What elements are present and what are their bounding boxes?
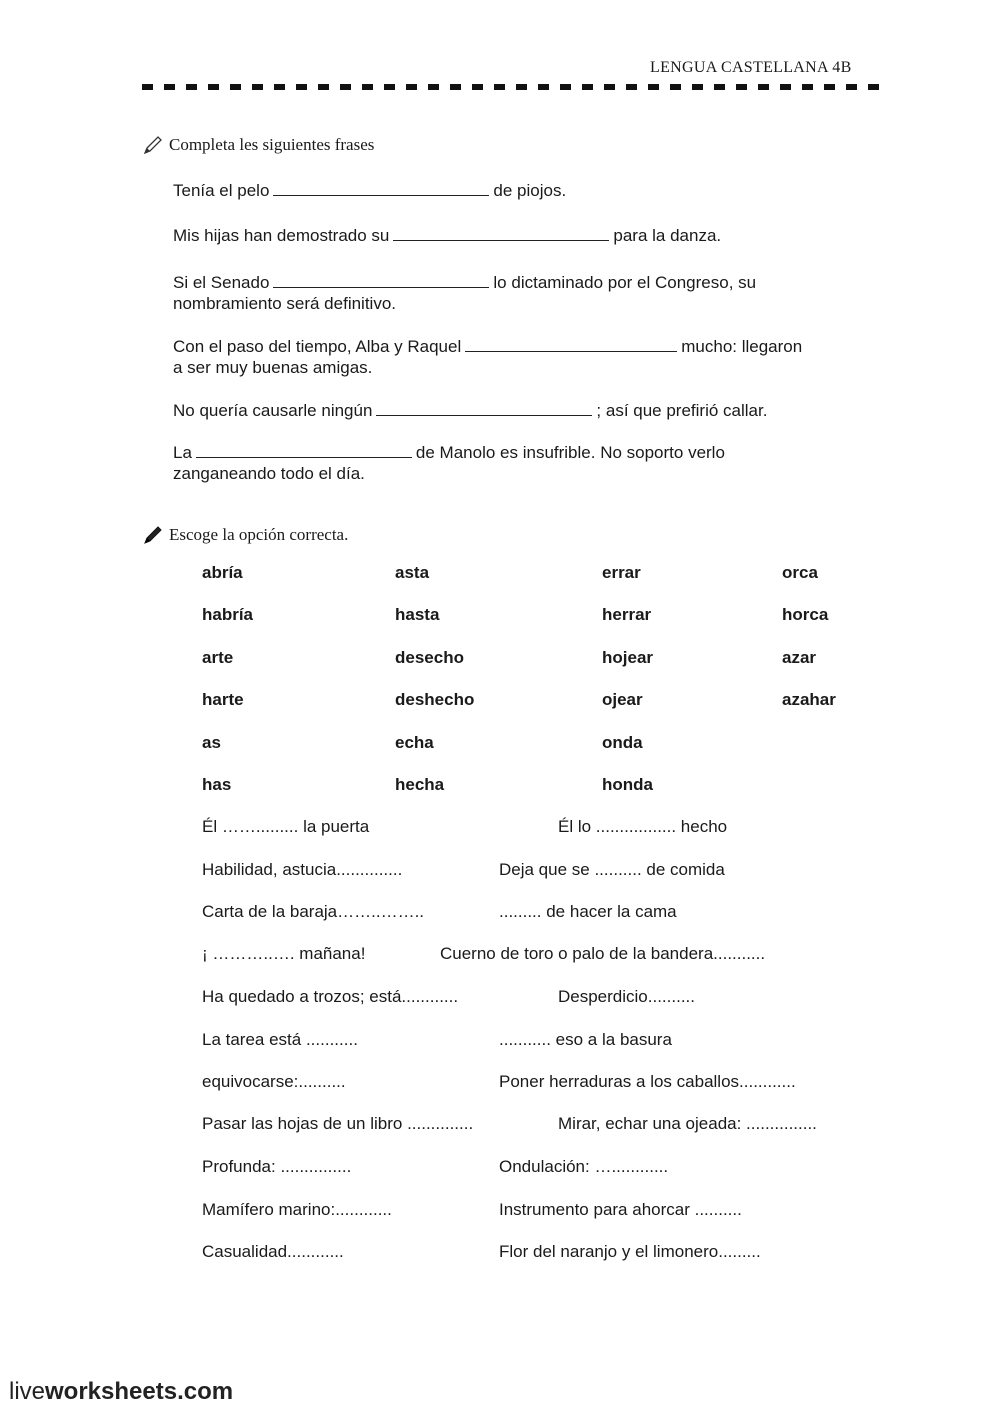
clue-item[interactable]: Ondulación: …............	[499, 1157, 669, 1176]
clue-item[interactable]: Habilidad, astucia..............	[202, 860, 403, 879]
word-option[interactable]: hasta	[395, 605, 440, 624]
clue-item[interactable]: Ha quedado a trozos; está............	[202, 987, 459, 1006]
blank-1[interactable]	[273, 180, 489, 196]
pencil-icon	[143, 525, 163, 545]
word-option[interactable]: horca	[782, 605, 829, 624]
word-option[interactable]: deshecho	[395, 690, 475, 709]
sentence-5: No quería causarle ningún ; así que prefirió callar.	[173, 401, 768, 420]
clue-item[interactable]: Él lo ................. hecho	[558, 817, 728, 836]
word-option[interactable]: honda	[602, 775, 653, 794]
word-option[interactable]: hecha	[395, 775, 445, 794]
section1-instruction: Completa les siguientes frases	[169, 135, 375, 154]
clue-item[interactable]: ¡ ………..…. mañana!	[202, 944, 366, 963]
section2-heading	[143, 525, 348, 545]
word-option[interactable]: hojear	[602, 648, 654, 667]
word-option[interactable]: as	[202, 733, 221, 752]
word-option[interactable]: onda	[602, 733, 643, 752]
word-option[interactable]: orca	[782, 563, 818, 582]
word-option[interactable]: harte	[202, 690, 244, 709]
word-option[interactable]: azahar	[782, 690, 836, 709]
section2-instruction: Escoge la opción correcta.	[169, 525, 349, 544]
clue-item[interactable]: Instrumento para ahorcar ..........	[499, 1200, 742, 1219]
liveworksheets-logo: liveworksheets.com	[9, 1378, 234, 1405]
word-option[interactable]: errar	[602, 563, 641, 582]
clue-item[interactable]: Desperdicio..........	[558, 987, 695, 1006]
clue-item[interactable]: ......... de hacer la cama	[499, 902, 677, 921]
blank-6[interactable]	[196, 442, 412, 458]
sentence-1: Tenía el pelo de piojos.	[173, 181, 567, 200]
dashed-divider	[142, 84, 880, 90]
clue-item[interactable]: Mamífero marino:............	[202, 1200, 392, 1219]
word-option[interactable]: arte	[202, 648, 234, 667]
blank-5[interactable]	[376, 400, 592, 416]
clue-item[interactable]: La tarea está ...........	[202, 1030, 358, 1049]
word-option[interactable]: has	[202, 775, 232, 794]
blank-2[interactable]	[393, 225, 609, 241]
clue-item[interactable]: Cuerno de toro o palo de la bandera...........	[440, 944, 766, 963]
word-option[interactable]: habría	[202, 605, 254, 624]
clue-item[interactable]: Pasar las hojas de un libro ..............	[202, 1114, 474, 1133]
blank-3[interactable]	[273, 272, 489, 288]
pencil-icon	[143, 135, 163, 155]
word-option[interactable]: azar	[782, 648, 817, 667]
clue-item[interactable]: Deja que se .......... de comida	[499, 860, 725, 879]
clue-item[interactable]: Carta de la baraja……..……..	[202, 902, 425, 921]
clue-item[interactable]: Poner herraduras a los caballos............	[499, 1072, 796, 1091]
sentence-6: La de Manolo es insufrible. No soporto verlo zanganeando todo el día.	[173, 443, 725, 483]
sentence-4: Con el paso del tiempo, Alba y Raquel mucho: llegaron a ser muy buenas amigas.	[173, 337, 803, 377]
word-option[interactable]: asta	[395, 563, 430, 582]
clue-item[interactable]: Flor del naranjo y el limonero.........	[499, 1242, 761, 1261]
clue-item[interactable]: Él ……......... la puerta	[202, 817, 370, 836]
sentence-2: Mis hijas han demostrado su para la danza.	[173, 226, 722, 245]
clue-item[interactable]: equivocarse:..........	[202, 1072, 346, 1091]
blank-4[interactable]	[465, 336, 677, 352]
clue-item[interactable]: Casualidad............	[202, 1242, 344, 1261]
clue-item[interactable]: Mirar, echar una ojeada: ...............	[558, 1114, 817, 1133]
word-option[interactable]: abría	[202, 563, 243, 582]
sentence-3: Si el Senado lo dictaminado por el Congreso, su nombramiento será definitivo.	[173, 273, 757, 313]
word-option[interactable]: herrar	[602, 605, 652, 624]
word-option[interactable]: desecho	[395, 648, 464, 667]
page-header-title: LENGUA CASTELLANA 4B	[650, 59, 852, 76]
word-option[interactable]: echa	[395, 733, 434, 752]
word-option[interactable]: ojear	[602, 690, 643, 709]
section1-heading	[143, 135, 374, 155]
clue-item[interactable]: Profunda: ...............	[202, 1157, 352, 1176]
clue-item[interactable]: ........... eso a la basura	[499, 1030, 672, 1049]
